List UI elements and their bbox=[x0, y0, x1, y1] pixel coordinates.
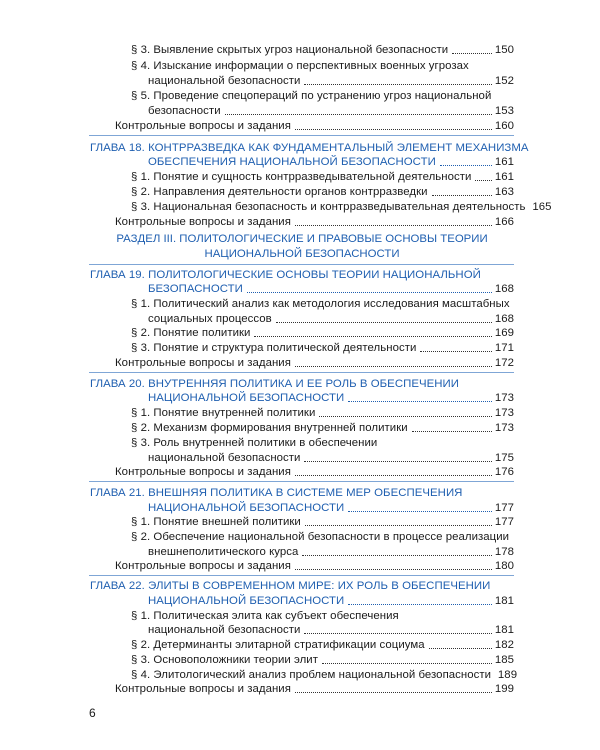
toc-entry[interactable]: § 1. Понятие внешней политики 177 bbox=[131, 516, 514, 528]
toc-entry[interactable]: Контрольные вопросы и задания 176 bbox=[115, 466, 514, 478]
toc-entry[interactable]: Контрольные вопросы и задания 180 bbox=[115, 560, 514, 572]
toc-entry[interactable]: § 3. Понятие и структура политической деятельности 171 bbox=[131, 342, 514, 354]
chapter-heading[interactable]: ГЛАВА 22. ЭЛИТЫ В СОВРЕМЕННОМ МИРЕ: ИХ РОЛЬ В ОБЕСПЕЧЕНИИ bbox=[90, 580, 491, 592]
toc-entry[interactable]: § 1. Понятие внутренней политики 173 bbox=[131, 407, 514, 419]
part-heading[interactable]: РАЗДЕЛ III. ПОЛИТОЛОГИЧЕСКИЕ И ПРАВОВЫЕ ОСНОВЫ ТЕОРИИ НАЦИОНАЛЬНОЙ БЕЗОПАСНОСТИ bbox=[116, 233, 488, 260]
divider bbox=[89, 575, 514, 576]
toc-entry[interactable]: § 3. Национальная безопасность и контрразведывательная деятельность 165 bbox=[131, 201, 552, 213]
page-number: 6 bbox=[89, 706, 96, 720]
toc-entry-line: § 5. Проведение спецопераций по устранению угроз национальной bbox=[131, 90, 492, 102]
divider bbox=[89, 372, 514, 373]
toc-entry[interactable]: § 3. Выявление скрытых угроз национальной безопасности 150 bbox=[131, 44, 514, 56]
toc-entry[interactable]: § 2. Понятие политики 169 bbox=[131, 327, 514, 339]
toc-entry[interactable]: § 2. Детерминанты элитарной стратификации социума 182 bbox=[131, 639, 514, 651]
toc-entry[interactable]: Контрольные вопросы и задания 160 bbox=[115, 120, 514, 132]
chapter-heading-cont[interactable]: БЕЗОПАСНОСТИ 168 bbox=[148, 283, 514, 295]
toc-entry[interactable]: § 3. Основоположники теории элит 185 bbox=[131, 654, 514, 666]
toc-entry[interactable]: безопасности 153 bbox=[148, 105, 514, 117]
toc-entry-line: § 4. Изыскание информации о перспективных военных угрозах bbox=[131, 60, 469, 72]
toc-entry-line: § 1. Политическая элита как субъект обеспечения bbox=[131, 610, 399, 622]
toc-entry[interactable]: национальной безопасности 175 bbox=[148, 452, 514, 464]
toc-entry-line: § 1. Политический анализ как методология исследования масштабных bbox=[131, 298, 510, 310]
chapter-heading[interactable]: ГЛАВА 19. ПОЛИТОЛОГИЧЕСКИЕ ОСНОВЫ ТЕОРИИ НАЦИОНАЛЬНОЙ bbox=[90, 269, 481, 281]
toc-entry-line: § 3. Роль внутренней политики в обеспечении bbox=[131, 437, 378, 449]
toc-entry[interactable]: § 2. Механизм формирования внутренней политики 173 bbox=[131, 422, 514, 434]
chapter-heading[interactable]: ГЛАВА 18. КОНТРРАЗВЕДКА КАК ФУНДАМЕНТАЛЬНЫЙ ЭЛЕМЕНТ МЕХАНИЗМА bbox=[90, 142, 529, 154]
chapter-heading-cont[interactable]: ОБЕСПЕЧЕНИЯ НАЦИОНАЛЬНОЙ БЕЗОПАСНОСТИ 161 bbox=[148, 156, 514, 168]
divider bbox=[89, 481, 514, 482]
toc-entry[interactable]: внешнеполитического курса 178 bbox=[148, 546, 514, 558]
chapter-heading-cont[interactable]: НАЦИОНАЛЬНОЙ БЕЗОПАСНОСТИ 177 bbox=[148, 502, 514, 514]
toc-entry-line: § 2. Обеспечение национальной безопасности в процессе реализации bbox=[131, 531, 510, 543]
toc-entry[interactable]: национальной безопасности 152 bbox=[148, 75, 514, 87]
chapter-heading-cont[interactable]: НАЦИОНАЛЬНОЙ БЕЗОПАСНОСТИ 181 bbox=[148, 595, 514, 607]
toc-entry[interactable]: Контрольные вопросы и задания 166 bbox=[115, 216, 514, 228]
toc-entry[interactable]: § 2. Направления деятельности органов контрразведки 163 bbox=[131, 186, 514, 198]
divider bbox=[89, 135, 514, 136]
chapter-heading-cont[interactable]: НАЦИОНАЛЬНОЙ БЕЗОПАСНОСТИ 173 bbox=[148, 392, 514, 404]
toc-entry[interactable]: социальных процессов 168 bbox=[148, 313, 514, 325]
toc-entry[interactable]: национальной безопасности 181 bbox=[148, 624, 514, 636]
chapter-heading[interactable]: ГЛАВА 20. ВНУТРЕННЯЯ ПОЛИТИКА И ЕЕ РОЛЬ В ОБЕСПЕЧЕНИИ bbox=[90, 378, 460, 390]
divider bbox=[89, 264, 514, 265]
chapter-heading[interactable]: ГЛАВА 21. ВНЕШНЯЯ ПОЛИТИКА В СИСТЕМЕ МЕР ОБЕСПЕЧЕНИЯ bbox=[90, 487, 463, 499]
toc-entry[interactable]: Контрольные вопросы и задания 199 bbox=[115, 683, 514, 695]
toc-entry[interactable]: § 4. Элитологический анализ проблем национальной безопасности 189 bbox=[131, 669, 518, 681]
toc-entry[interactable]: Контрольные вопросы и задания 172 bbox=[115, 357, 514, 369]
toc-entry[interactable]: § 1. Понятие и сущность контрразведывательной деятельности 161 bbox=[131, 171, 514, 183]
